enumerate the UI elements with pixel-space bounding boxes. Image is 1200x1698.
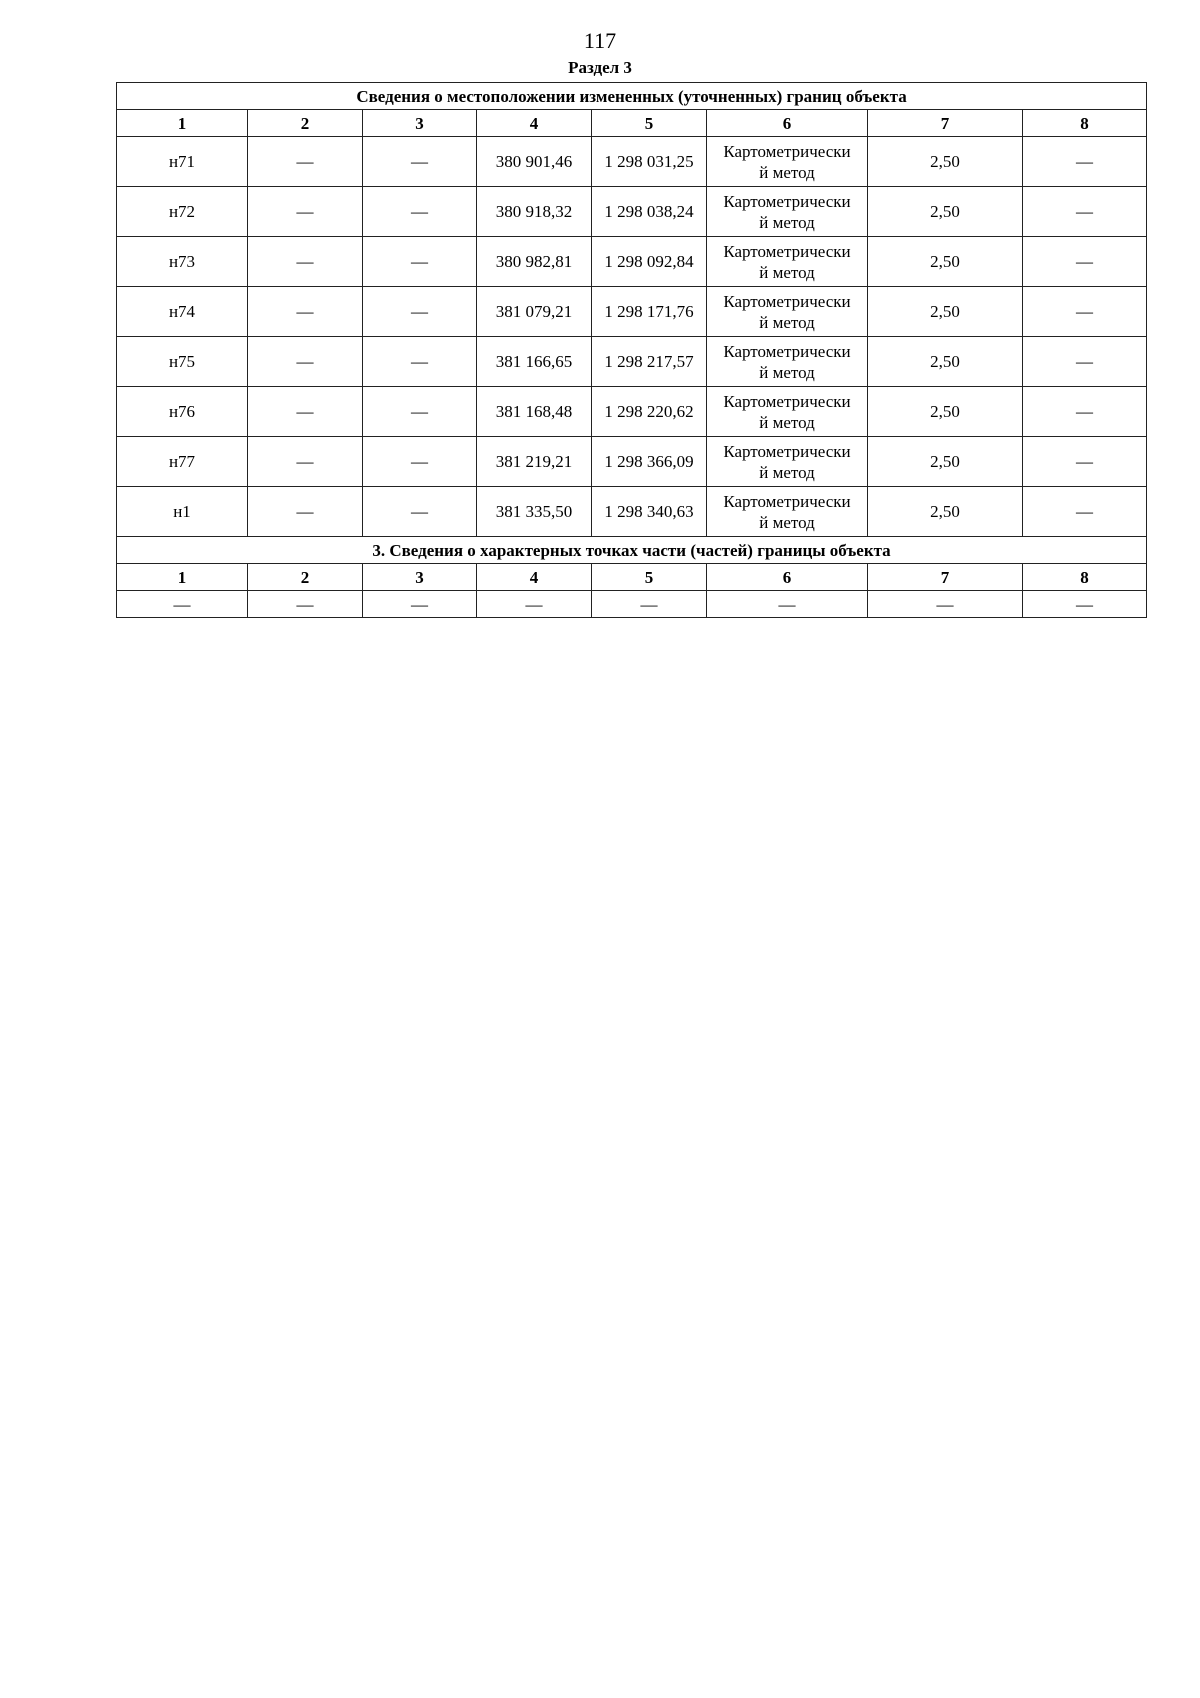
table-cell: н72: [117, 187, 248, 237]
column-header: 3: [363, 564, 477, 591]
table-cell: —: [363, 337, 477, 387]
table1-caption: Сведения о местоположении измененных (уточненных) границ объекта: [117, 83, 1147, 110]
table-cell: 2,50: [868, 237, 1023, 287]
column-header: 7: [868, 110, 1023, 137]
table-cell: —: [363, 287, 477, 337]
table-cell: —: [117, 591, 248, 618]
table-cell: 2,50: [868, 487, 1023, 537]
table-cell: 380 918,32: [477, 187, 592, 237]
table-cell: —: [248, 487, 363, 537]
table-cell: 380 901,46: [477, 137, 592, 187]
table-cell: Картометрически й метод: [707, 437, 868, 487]
column-header: 2: [248, 110, 363, 137]
table-cell: н73: [117, 237, 248, 287]
table-cell: —: [363, 137, 477, 187]
table-cell: Картометрически й метод: [707, 487, 868, 537]
table-cell: —: [248, 337, 363, 387]
section-title: Раздел 3: [568, 58, 632, 77]
table-cell: —: [1023, 487, 1147, 537]
column-header: 6: [707, 110, 868, 137]
table-cell: 1 298 092,84: [592, 237, 707, 287]
table-row: [117, 337, 1147, 387]
table-cell: —: [363, 387, 477, 437]
table-cell: 1 298 220,62: [592, 387, 707, 437]
table-cell: —: [248, 387, 363, 437]
table-row: [117, 437, 1147, 487]
table-cell: Картометрически й метод: [707, 137, 868, 187]
table-cell: Картометрически й метод: [707, 387, 868, 437]
table-cell: 1 298 038,24: [592, 187, 707, 237]
table-row: [117, 237, 1147, 287]
table-cell: 381 168,48: [477, 387, 592, 437]
column-header: 8: [1023, 110, 1147, 137]
table-cell: Картометрически й метод: [707, 337, 868, 387]
column-header: 1: [117, 564, 248, 591]
column-header: 7: [868, 564, 1023, 591]
column-header: 5: [592, 110, 707, 137]
table-cell: 1 298 171,76: [592, 287, 707, 337]
table-cell: 1 298 366,09: [592, 437, 707, 487]
table-cell: 381 219,21: [477, 437, 592, 487]
table-cell: —: [363, 237, 477, 287]
table-cell: —: [1023, 387, 1147, 437]
column-header: 8: [1023, 564, 1147, 591]
table-cell: Картометрически й метод: [707, 187, 868, 237]
column-header: 4: [477, 564, 592, 591]
table-cell: —: [868, 591, 1023, 618]
table-row: [117, 487, 1147, 537]
table-row: [117, 287, 1147, 337]
column-header: 3: [363, 110, 477, 137]
table-cell: —: [1023, 337, 1147, 387]
table-cell: 1 298 340,63: [592, 487, 707, 537]
table-cell: —: [1023, 137, 1147, 187]
table-cell: —: [248, 437, 363, 487]
table-row: [117, 387, 1147, 437]
table-row: [117, 591, 1147, 618]
table-cell: 381 166,65: [477, 337, 592, 387]
table-cell: 1 298 031,25: [592, 137, 707, 187]
table-cell: —: [1023, 187, 1147, 237]
table-cell: 2,50: [868, 337, 1023, 387]
table-cell: —: [363, 187, 477, 237]
table-cell: —: [1023, 591, 1147, 618]
table-cell: —: [1023, 437, 1147, 487]
table-cell: н75: [117, 337, 248, 387]
table-cell: —: [592, 591, 707, 618]
table-cell: 380 982,81: [477, 237, 592, 287]
table-cell: н71: [117, 137, 248, 187]
table1-caption-row: [117, 83, 1147, 110]
table-row: [117, 137, 1147, 187]
table-cell: 2,50: [868, 387, 1023, 437]
table2-caption-row: [117, 537, 1147, 564]
table-cell: —: [248, 287, 363, 337]
boundary-table: [116, 82, 1147, 618]
table-cell: —: [477, 591, 592, 618]
table-cell: —: [363, 591, 477, 618]
page-number: 117: [583, 28, 617, 53]
table-cell: 1 298 217,57: [592, 337, 707, 387]
table-cell: 381 079,21: [477, 287, 592, 337]
table-cell: 2,50: [868, 287, 1023, 337]
table-cell: —: [248, 237, 363, 287]
table-cell: 2,50: [868, 437, 1023, 487]
table-cell: н76: [117, 387, 248, 437]
table2-caption: 3. Сведения о характерных точках части (частей) границы объекта: [117, 537, 1147, 564]
table1-header-row: [117, 110, 1147, 137]
table-cell: Картометрически й метод: [707, 287, 868, 337]
table-cell: —: [1023, 237, 1147, 287]
table2-header-row: [117, 564, 1147, 591]
table-row: [117, 187, 1147, 237]
table-cell: —: [1023, 287, 1147, 337]
table-cell: —: [363, 487, 477, 537]
table-cell: н1: [117, 487, 248, 537]
table-cell: —: [248, 591, 363, 618]
table-cell: —: [707, 591, 868, 618]
column-header: 5: [592, 564, 707, 591]
table-cell: 2,50: [868, 187, 1023, 237]
table-cell: —: [363, 437, 477, 487]
column-header: 6: [707, 564, 868, 591]
table-cell: 2,50: [868, 137, 1023, 187]
table-cell: н77: [117, 437, 248, 487]
column-header: 2: [248, 564, 363, 591]
table-cell: 381 335,50: [477, 487, 592, 537]
table-cell: —: [248, 187, 363, 237]
column-header: 1: [117, 110, 248, 137]
table-cell: —: [248, 137, 363, 187]
column-header: 4: [477, 110, 592, 137]
table-cell: Картометрически й метод: [707, 237, 868, 287]
table-cell: н74: [117, 287, 248, 337]
